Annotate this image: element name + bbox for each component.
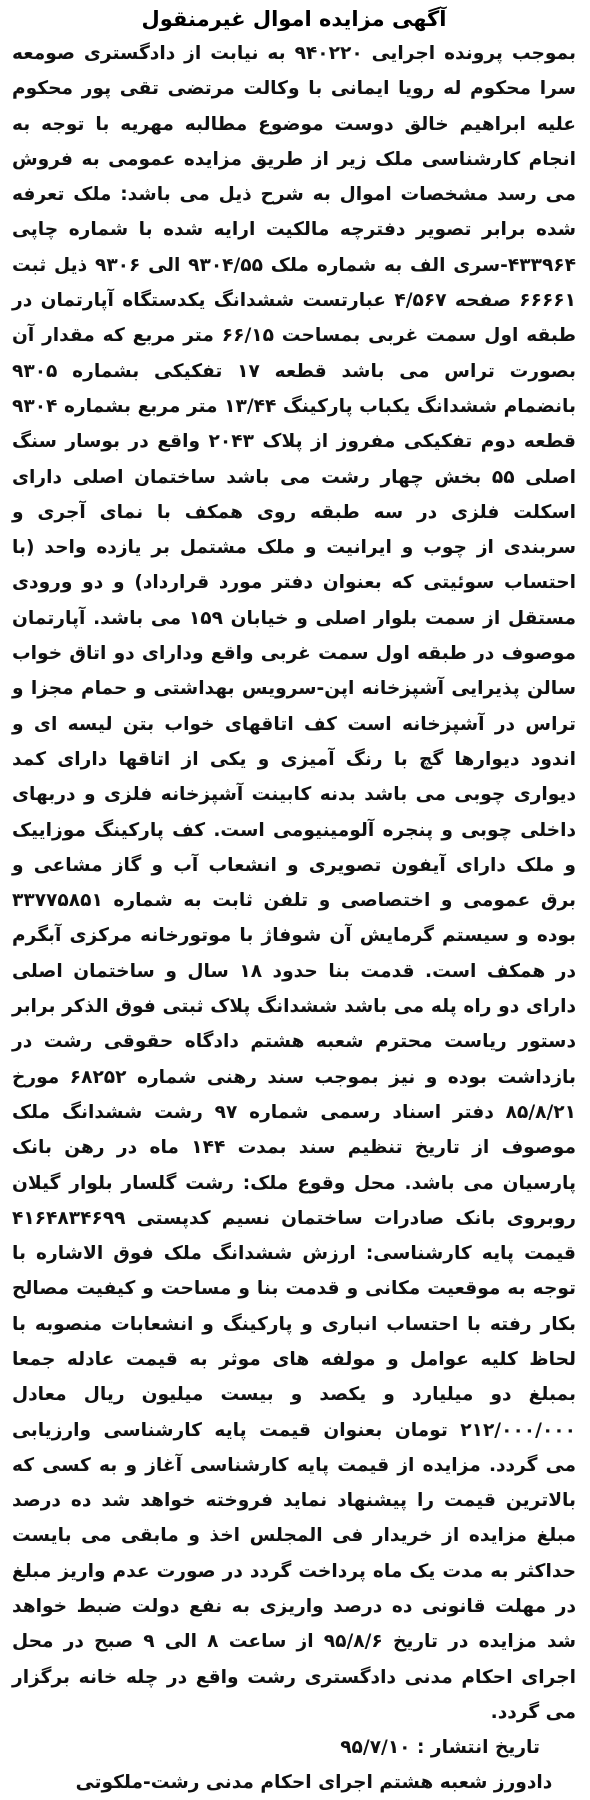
publish-date-label: تاریخ انتشار : (417, 1737, 540, 1759)
publish-date (12, 1730, 576, 1765)
signature: دادورز شعبه هشتم اجرای احکام مدنی رشت-ملکوتی (75, 1772, 553, 1794)
notice-body: بموجب پرونده اجرایی ۹۴۰۲۲۰ به نیابت از دادگستری صومعه سرا محکوم له رویا ایمانی با وکالت مرتضی تقی پور محکوم علیه ابراهیم خالق دوست موضوع مطالبه مهریه با توجه به انجام کارشناسی ملک زیر از طریق مزایده عمومی به فروش می رسد مشخصات اموال به شرح ذیل می باشد: ملک تعرفه شده برابر تصویر دفترچه مالکیت ارایه شده با شماره چاپی ۴۳۳۹۶۴-سری الف به شماره ملک ۹۳۰۴/۵۵ الی ۹۳۰۶ ذیل ثبت ۶۶۶۶۱ صفحه ۴/۵۶۷ عبارتست ششدانگ یکدستگاه آپارتمان در طبقه اول سمت غربی بمساحت ۶۶/۱۵ متر مربع که مقدار آن بصورت تراس می باشد قطعه ۱۷ تفکیکی بشماره ۹۳۰۵ بانضمام ششدانگ یکباب پارکینگ ۱۳/۴۴ متر مربع بشماره ۹۳۰۴ قطعه دوم تفکیکی مفروز از پلاک ۲۰۴۳ واقع در بوسار سنگ اصلی ۵۵ بخش چهار رشت می باشد ساختمان اصلی دارای اسکلت فلزی در سه طبقه روی همکف با نمای آجری و سربندی از چوب و ایرانیت و ملک مشتمل بر یازده واحد (با احتساب سوئیتی که بعنوان دفتر مورد قرارداد) و دو ورودی مستقل از سمت بلوار اصلی و خیابان ۱۵۹ می باشد. آپارتمان موصوف در طبقه اول سمت غربی واقع ودارای دو اتاق خواب سالن پذیرایی آشپزخانه اپن-سرویس بهداشتی و حمام مجزا و تراس در آشپزخانه است کف اتاقهای خواب بتن لیسه ای و اندود دیوارها گچ با رنگ آمیزی و یکی از اتاقها دارای کمد دیواری چوبی می باشد بدنه کابینت آشپزخانه فلزی و دربهای داخلی چوبی و پنجره آلومینیومی است. کف پارکینگ موزاییک و ملک دارای آیفون تصویری و انشعاب آب و گاز مشاعی و برق عمومی و اختصاصی و تلفن ثابت به شماره ۳۳۷۷۵۸۵۱ بوده و سیستم گرمایش آن شوفاژ با موتورخانه مرکزی آبگرم در همکف است. قدمت بنا حدود ۱۸ سال و ساختمان اصلی دارای دو راه پله می باشد ششدانگ پلاک ثبتی فوق الذکر برابر دستور ریاست محترم شعبه هشتم دادگاه حقوقی رشت در بازداشت بوده و نیز بموجب سند رهنی شماره ۶۸۲۵۲ مورخ ۸۵/۸/۲۱ دفتر اسناد رسمی شماره ۹۷ رشت ششدانگ ملک موصوف از تاریخ تنظیم سند بمدت ۱۴۴ ماه در رهن بانک پارسیان می باشد. محل وقوع ملک: رشت گلسار بلوار گیلان روبروی بانک صادرات ساختمان نسیم کدپستی ۴۱۶۴۸۳۴۶۹۹ قیمت پایه کارشناسی: ارزش ششدانگ ملک فوق الاشاره با توجه به موقعیت مکانی و قدمت بنا و مساحت و کیفیت مصالح بکار رفته با احتساب انباری و پارکینگ و انشعابات منصوبه با لحاظ کلیه عوامل و مولفه های موثر به قیمت عادله جمعا بمبلغ دو میلیارد و یکصد و بیست میلیون ریال معادل ۲۱۲/۰۰۰/۰۰۰ تومان بعنوان قیمت پایه کارشناسی وارزیابی می گردد. مزایده از قیمت پایه کارشناسی آغاز و به کسی که بالاترین قیمت را پیشنهاد نماید فروخته خواهد شد ده درصد مبلغ مزایده از خریدار فی المجلس اخذ و مابقی می بایست حداکثر به مدت یک ماه پرداخت گردد در صورت عدم واریز مبلغ در مهلت قانونی ده درصد واریزی به نفع دولت ضبط خواهد شد مزایده در تاریخ ۹۵/۸/۶ از ساعت ۸ الی ۹ صبح در محل اجرای احکام مدنی دادگستری رشت واقع در چله خانه برگزار می گردد. (12, 43, 577, 1723)
publish-date-value: ۹۵/۷/۱۰ (340, 1737, 411, 1759)
notice-title: آگهی مزایده اموال غیرمنقول (141, 7, 447, 31)
